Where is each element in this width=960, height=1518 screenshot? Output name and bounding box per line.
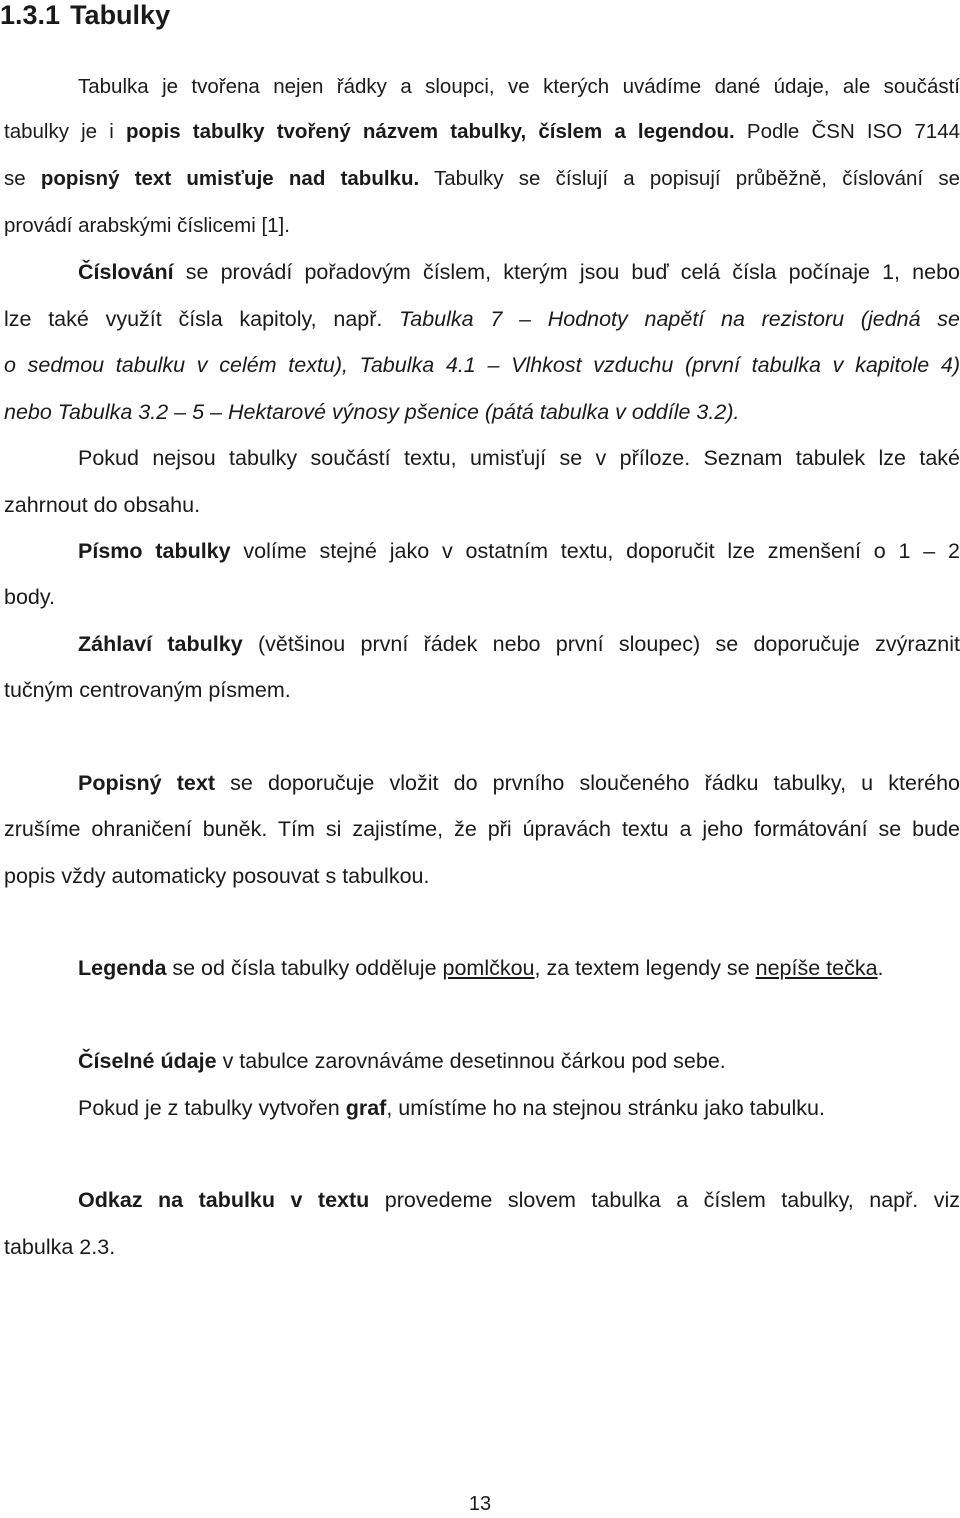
italic-run: o sedmou tabulku v celém textu), Tabulka 4.1 – Vlhkost vzduchu (první tabulka v kapitole 4) <box>4 353 960 377</box>
text-run: v tabulce zarovnáváme desetinnou čárkou pod sebe. <box>216 1049 726 1073</box>
text-run: se <box>4 167 41 190</box>
text-run: lze také využít čísla kapitoly, např. <box>4 307 400 331</box>
paragraph-caption-line-2 <box>4 814 960 844</box>
section-number: 1.3.1 <box>0 0 61 30</box>
text-run: se doporučuje vložit do prvního sloučeného řádku tabulky, u kterého <box>215 771 960 795</box>
paragraph-numeric-data <box>78 1046 960 1076</box>
paragraph-intro-line-3 <box>4 164 960 194</box>
paragraph-numbering-line-2 <box>4 304 960 334</box>
paragraph-numbering-line-4 <box>4 397 960 427</box>
paragraph-numbering-line-1 <box>78 257 960 287</box>
bold-run: Odkaz na tabulku v textu <box>78 1188 370 1212</box>
paragraph-header-line-1 <box>78 629 960 659</box>
text-run: provádí arabskými číslicemi [1]. <box>4 214 290 237</box>
page-number: 13 <box>468 1493 492 1515</box>
text-run: body. <box>4 585 55 609</box>
paragraph-numbering-line-3 <box>4 350 960 380</box>
text-run: tabulky je i <box>4 120 126 143</box>
bold-run: Číselné údaje <box>78 1049 217 1073</box>
text-run: se provádí pořadovým číslem, kterým jsou buď celá čísla počínaje 1, nebo <box>173 260 960 284</box>
text-run: popis vždy automaticky posouvat s tabulkou. <box>4 864 430 888</box>
text-run: (většinou první řádek nebo první sloupec) se doporučuje zvýraznit <box>242 632 960 656</box>
paragraph-appendix-line-1 <box>78 443 960 473</box>
paragraph-intro-line-2 <box>4 117 960 147</box>
italic-run: Tabulka 7 – Hodnoty napětí na rezistoru (jedná se <box>399 307 960 331</box>
bold-run: Záhlaví tabulky <box>78 632 243 656</box>
paragraph-legend <box>78 953 960 983</box>
text-run: Podle ČSN ISO 7144 <box>734 120 960 143</box>
paragraph-caption-line-1 <box>78 768 960 798</box>
text-run: zrušíme ohraničení buněk. Tím si zajistíme, že při úpravách textu a jeho formátování se bude <box>4 817 960 841</box>
bold-run: graf <box>345 1096 387 1120</box>
paragraph-caption-line-3 <box>4 861 960 891</box>
text-run: Tabulka je tvořena nejen řádky a sloupci, ve kterých uvádíme dané údaje, ale součástí <box>78 75 960 98</box>
underlined-run: pomlčkou <box>442 956 535 980</box>
underlined-run: nepíše tečka <box>755 956 878 980</box>
paragraph-header-line-2 <box>4 675 960 705</box>
paragraph-graph <box>78 1093 960 1123</box>
bold-run: popis tabulky tvořený názvem tabulky, číslem a legendou. <box>125 120 735 143</box>
text-run: Pokud je z tabulky vytvořen <box>78 1096 346 1120</box>
text-run: , za textem legendy se <box>534 956 756 980</box>
bold-run: Písmo tabulky <box>78 539 231 563</box>
bold-run: Číslování <box>78 260 174 284</box>
text-run: Pokud nejsou tabulky součástí textu, umisťují se v příloze. Seznam tabulek lze také <box>78 446 960 470</box>
section-heading <box>0 0 170 32</box>
text-run: volíme stejné jako v ostatním textu, doporučit lze zmenšení o 1 – 2 <box>230 539 960 563</box>
paragraph-font-line-1 <box>78 536 960 566</box>
text-run: . <box>877 956 884 980</box>
paragraph-intro-line-1 <box>78 72 960 102</box>
bold-run: Legenda <box>78 956 167 980</box>
text-run: Tabulky se číslují a popisují průběžně, číslování se <box>419 167 960 190</box>
section-title: Tabulky <box>70 0 171 30</box>
paragraph-intro-line-4 <box>4 211 960 241</box>
text-run: , umístíme ho na stejnou stránku jako tabulku. <box>386 1096 825 1120</box>
text-run: provedeme slovem tabulka a číslem tabulky, např. viz <box>369 1188 960 1212</box>
text-run: tabulka 2.3. <box>4 1235 116 1259</box>
italic-run: nebo Tabulka 3.2 – 5 – Hektarové výnosy pšenice (pátá tabulka v oddíle 3.2). <box>4 400 740 424</box>
paragraph-appendix-line-2 <box>4 490 960 520</box>
text-run: se od čísla tabulky odděluje <box>166 956 443 980</box>
text-run: zahrnout do obsahu. <box>4 493 201 517</box>
paragraph-reference-line-2 <box>4 1232 960 1262</box>
paragraph-font-line-2 <box>4 582 960 612</box>
text-run: tučným centrovaným písmem. <box>4 678 291 702</box>
paragraph-reference-line-1 <box>78 1185 960 1215</box>
bold-run: popisný text umisťuje nad tabulku. <box>40 167 420 190</box>
bold-run: Popisný text <box>78 771 215 795</box>
